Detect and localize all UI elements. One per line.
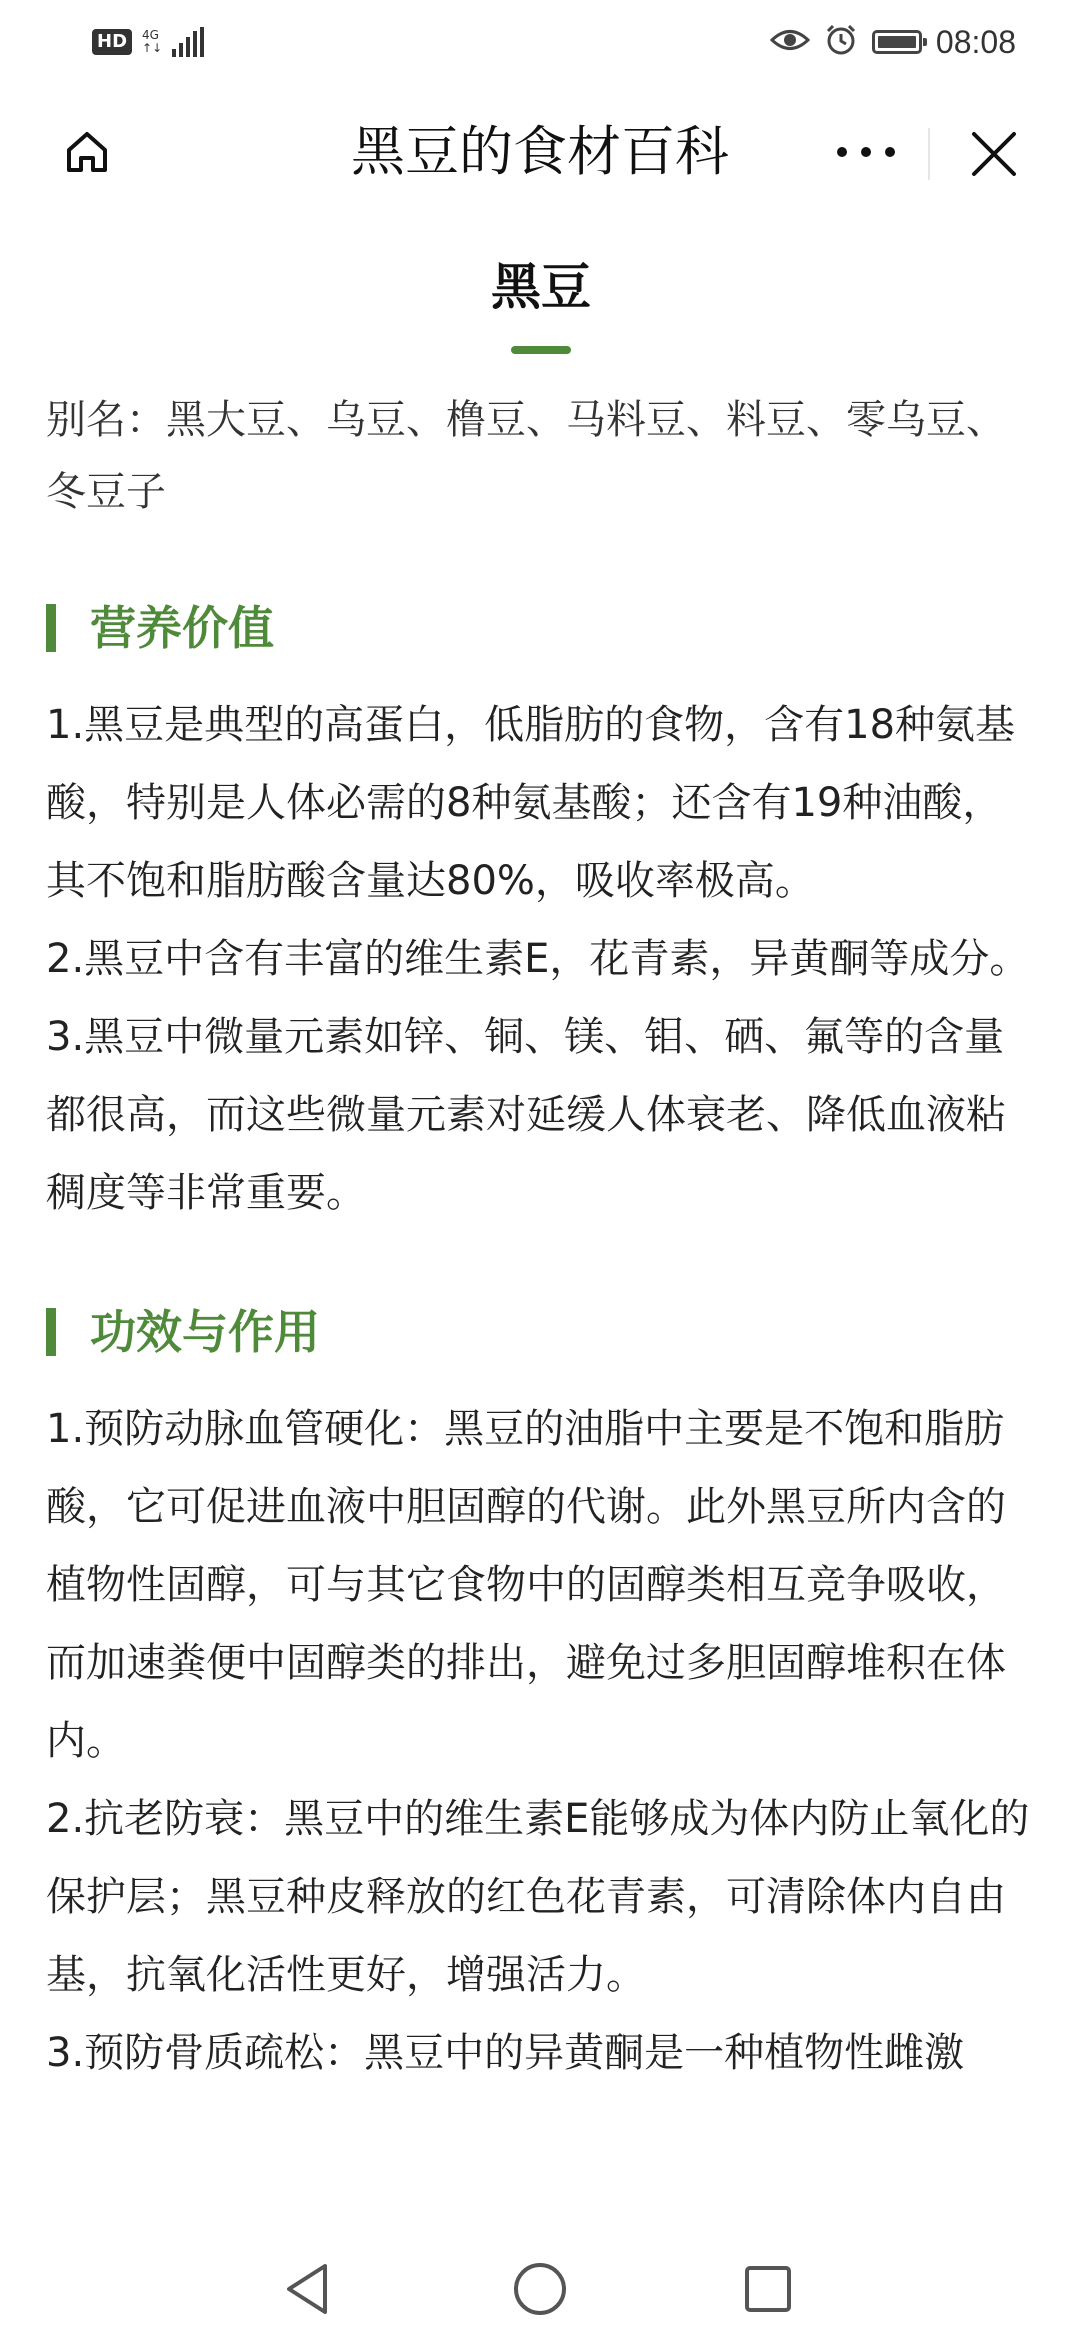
- status-left: [92, 22, 204, 62]
- section-marker: [46, 604, 56, 652]
- paragraph: 2.抗老防衰：黑豆中的维生素E能够成为体内防止氧化的保护层；黑豆种皮释放的红色花青素，可清除体内自由基，抗氧化活性更好，增强活力。: [46, 1796, 1030, 1998]
- more-button[interactable]: [826, 122, 906, 182]
- paragraph: 3.预防骨质疏松：黑豆中的异黄酮是一种植物性雌激: [46, 2030, 965, 2076]
- hd-badge: HD: [92, 29, 132, 55]
- system-nav-bar: [0, 2230, 1080, 2340]
- network-label: 4G: [142, 28, 159, 42]
- paragraph: 1.黑豆是典型的高蛋白，低脂肪的食物，含有18种氨基酸，特别是人体必需的8种氨基酸；还含有19种油酸，其不饱和脂肪酸含量达80%，吸收率极高。: [46, 702, 1016, 904]
- close-icon: [970, 130, 1018, 178]
- eye-comfort-icon: [770, 25, 810, 59]
- alias-text: 别名：黑大豆、乌豆、橹豆、马料豆、料豆、零乌豆、冬豆子: [46, 397, 1006, 515]
- home-icon: [63, 128, 111, 176]
- more-icon: [834, 144, 898, 160]
- section-header-nutrition: [46, 598, 1036, 658]
- section-title: 功效与作用: [90, 1305, 320, 1359]
- paragraph: 2.黑豆中含有丰富的维生素E，花青素，异黄酮等成分。: [46, 936, 1030, 982]
- alarm-icon: [824, 23, 858, 61]
- home-circle-icon: [512, 2261, 568, 2317]
- status-right: [770, 18, 1016, 66]
- section-marker: [46, 1308, 56, 1356]
- back-button[interactable]: [273, 2254, 343, 2324]
- paragraph: 1.预防动脉血管硬化：黑豆的油脂中主要是不饱和脂肪酸，它可促进血液中胆固醇的代谢。此外黑豆所内含的植物性固醇，可与其它食物中的固醇类相互竞争吸收，而加速粪便中固醇类的排出，避免过多胆固醇堆积在体内。: [46, 1406, 1006, 1764]
- close-button[interactable]: [958, 118, 1030, 190]
- section-title: 营养价值: [90, 601, 274, 655]
- home-button[interactable]: [55, 120, 119, 184]
- nav-title: 黑豆的食材百科: [351, 120, 729, 183]
- page-title: 黑豆: [491, 258, 591, 316]
- section-header-effects: [46, 1302, 1036, 1362]
- status-bar: [0, 0, 1080, 84]
- network-type: [142, 29, 162, 55]
- title-underline: [511, 346, 571, 354]
- clock: 08:08: [935, 23, 1016, 60]
- nav-bar: [0, 84, 1080, 220]
- home-nav-button[interactable]: [505, 2254, 575, 2324]
- data-arrows-icon: ↑↓: [142, 41, 163, 55]
- battery-icon: [872, 30, 922, 54]
- back-triangle-icon: [283, 2262, 333, 2316]
- recents-square-icon: [743, 2264, 793, 2314]
- signal-icon: [172, 27, 204, 57]
- nav-divider: [928, 128, 930, 180]
- paragraph: 3.黑豆中微量元素如锌、铜、镁、钼、硒、氟等的含量都很高，而这些微量元素对延缓人体衰老、降低血液粘稠度等非常重要。: [46, 1014, 1006, 1216]
- recents-button[interactable]: [733, 2254, 803, 2324]
- article: [46, 250, 1036, 2092]
